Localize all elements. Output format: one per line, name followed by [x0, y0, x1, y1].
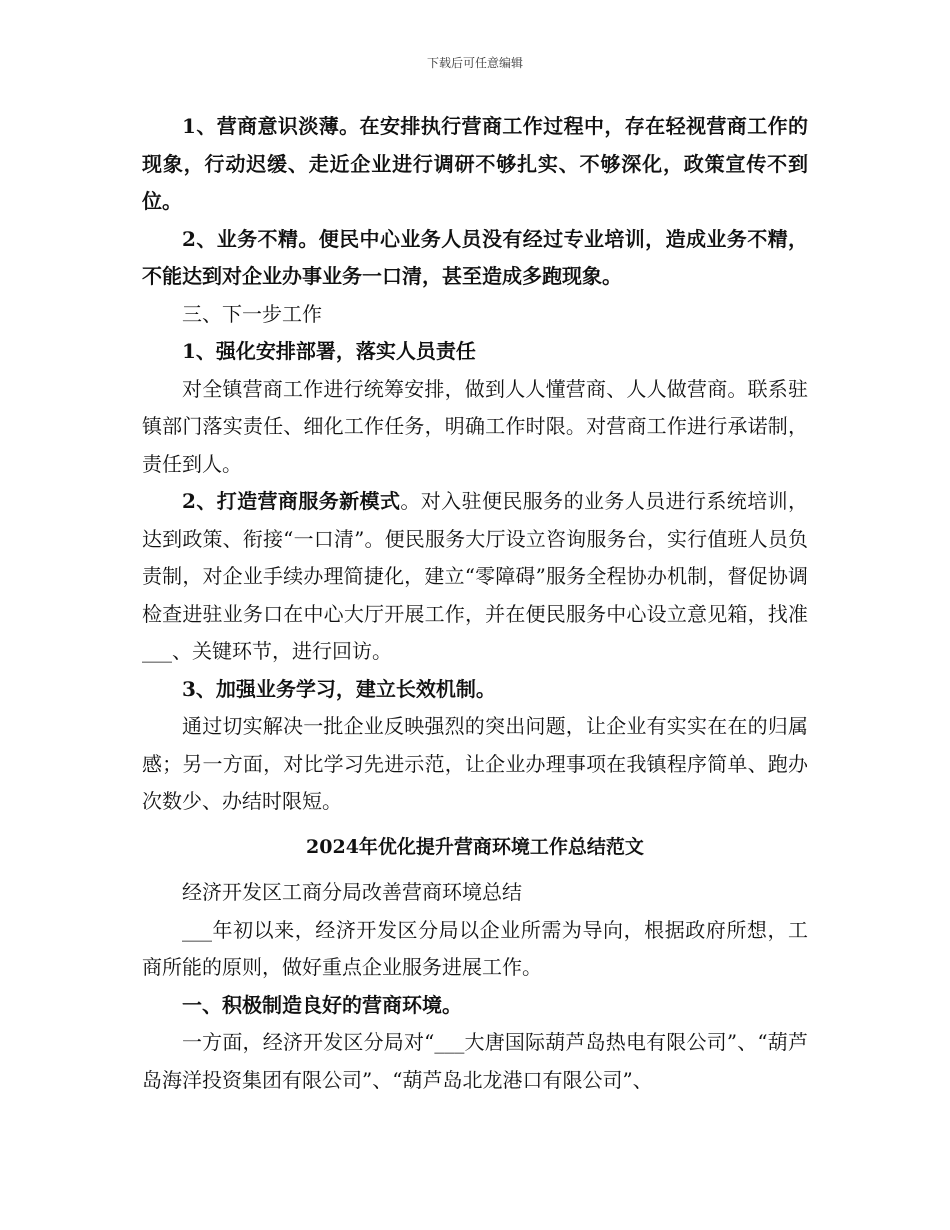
paragraph-9: 经济开发区工商分局改善营商环境总结 — [182, 880, 522, 904]
paragraph-8: 通过切实解决一批企业反映强烈的突出问题，让企业有实实在在的归属感；另一方面，对比学习先进示范，让企业办理事项在我镇程序简单、跑办次数少、办结时限短。 — [142, 714, 808, 813]
page-header: 下载后可任意编辑 — [426, 56, 523, 70]
paragraph-10: ___年初以来，经济开发区分局以企业所需为导向，根据政府所想，工商所能的原则，做好重点企业服务进展工作。 — [142, 917, 808, 979]
paragraph-6 — [142, 483, 808, 671]
section-heading-1: 一、积极制造良好的营商环境。 — [182, 992, 462, 1017]
document-title: 2024年优化提升营商环境工作总结范文 — [306, 835, 644, 858]
paragraph-12: 一方面，经济开发区分局对“___大唐国际葫芦岛热电有限公司”、“葫芦岛海洋投资集团有限公司”、“葫芦岛北龙港口有限公司”、 — [142, 1030, 808, 1092]
section-heading-3: 三、下一步工作 — [182, 301, 322, 326]
subheading-1: 1、强化安排部署，落实人员责任 — [182, 339, 476, 363]
paragraph-6-lead: 2、打造营商服务新模式 — [182, 489, 401, 513]
subheading-3: 3、加强业务学习，建立长效机制。 — [182, 676, 496, 701]
paragraph-5: 对全镇营商工作进行统筹安排，做到人人懂营商、人人做营商。联系驻镇部门落实责任、细化工作任务，明确工作时限。对营商工作进行承诺制，责任到人。 — [142, 376, 808, 476]
document-body — [142, 108, 808, 1099]
paragraph-6-rest: 。对入驻便民服务的业务人员进行系统培训，达到政策、衔接“一口清”。便民服务大厅设立咨询服务台，实行值班人员负责制，对企业手续办理简捷化，建立“零障碍”服务全程协办机制，督促协调检查进驻业务口在中心大厅开展工作，并在便民服务中心设立意见箱，找准___、关键环节，进行回访。 — [142, 489, 809, 663]
paragraph-2: 2、业务不精。便民中心业务人员没有经过专业培训，造成业务不精，不能达到对企业办事业务一口清，甚至造成多跑现象。 — [142, 226, 808, 288]
paragraph-1: 1、营商意识淡薄。在安排执行营商工作过程中，存在轻视营商工作的现象，行动迟缓、走近企业进行调研不够扎实、不够深化，政策宣传不到位。 — [142, 114, 808, 213]
